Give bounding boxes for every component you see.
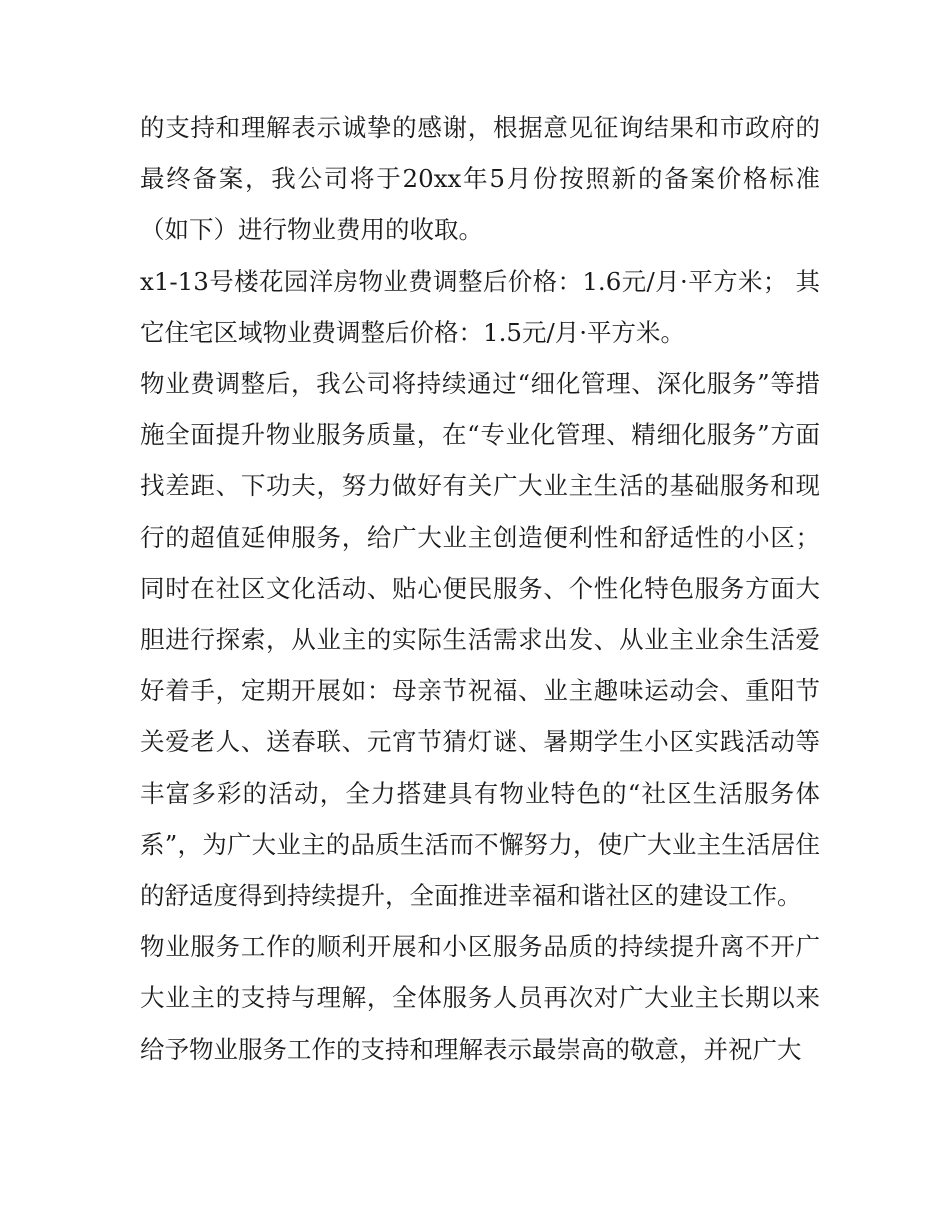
document-body	[140, 102, 820, 1075]
paragraph-acknowledgement: 的支持和理解表示诚挚的感谢，根据意见征询结果和市政府的最终备案，我公司将于20xx年5月份按照新的备案价格标准（如下）进行物业费用的收取。	[140, 113, 820, 245]
paragraph-fee-prices: x1-13号楼花园洋房物业费调整后价格：1.6元/月·平方米； 其它住宅区域物业费调整后价格：1.5元/月·平方米。	[140, 266, 820, 347]
paragraph-closing: 物业服务工作的顺利开展和小区服务品质的持续提升离不开广大业主的支持与理解，全体服务人员再次对广大业主长期以来给予物业服务工作的支持和理解表示最崇高的敬意，并祝广大	[140, 932, 820, 1064]
paragraph-service-plan: 物业费调整后，我公司将持续通过“细化管理、深化服务”等措施全面提升物业服务质量，在“专业化管理、精细化服务”方面找差距、下功夫，努力做好有关广大业主生活的基础服务和现行的超值延伸服务，给广大业主创造便利性和舒适性的小区；同时在社区文化活动、贴心便民服务、个性化特色服务方面大胆进行探索，从业主的实际生活需求出发、从业主业余生活爱好着手，定期开展如：母亲节祝福、业主趣味运动会、重阳节关爱老人、送春联、元宵节猜灯谜、暑期学生小区实践活动等丰富多彩的活动，全力搭建具有物业特色的“社区生活服务体系”，为广大业主的品质生活而不懈努力，使广大业主生活居住的舒适度得到持续提升，全面推进幸福和谐社区的建设工作。	[140, 369, 820, 911]
